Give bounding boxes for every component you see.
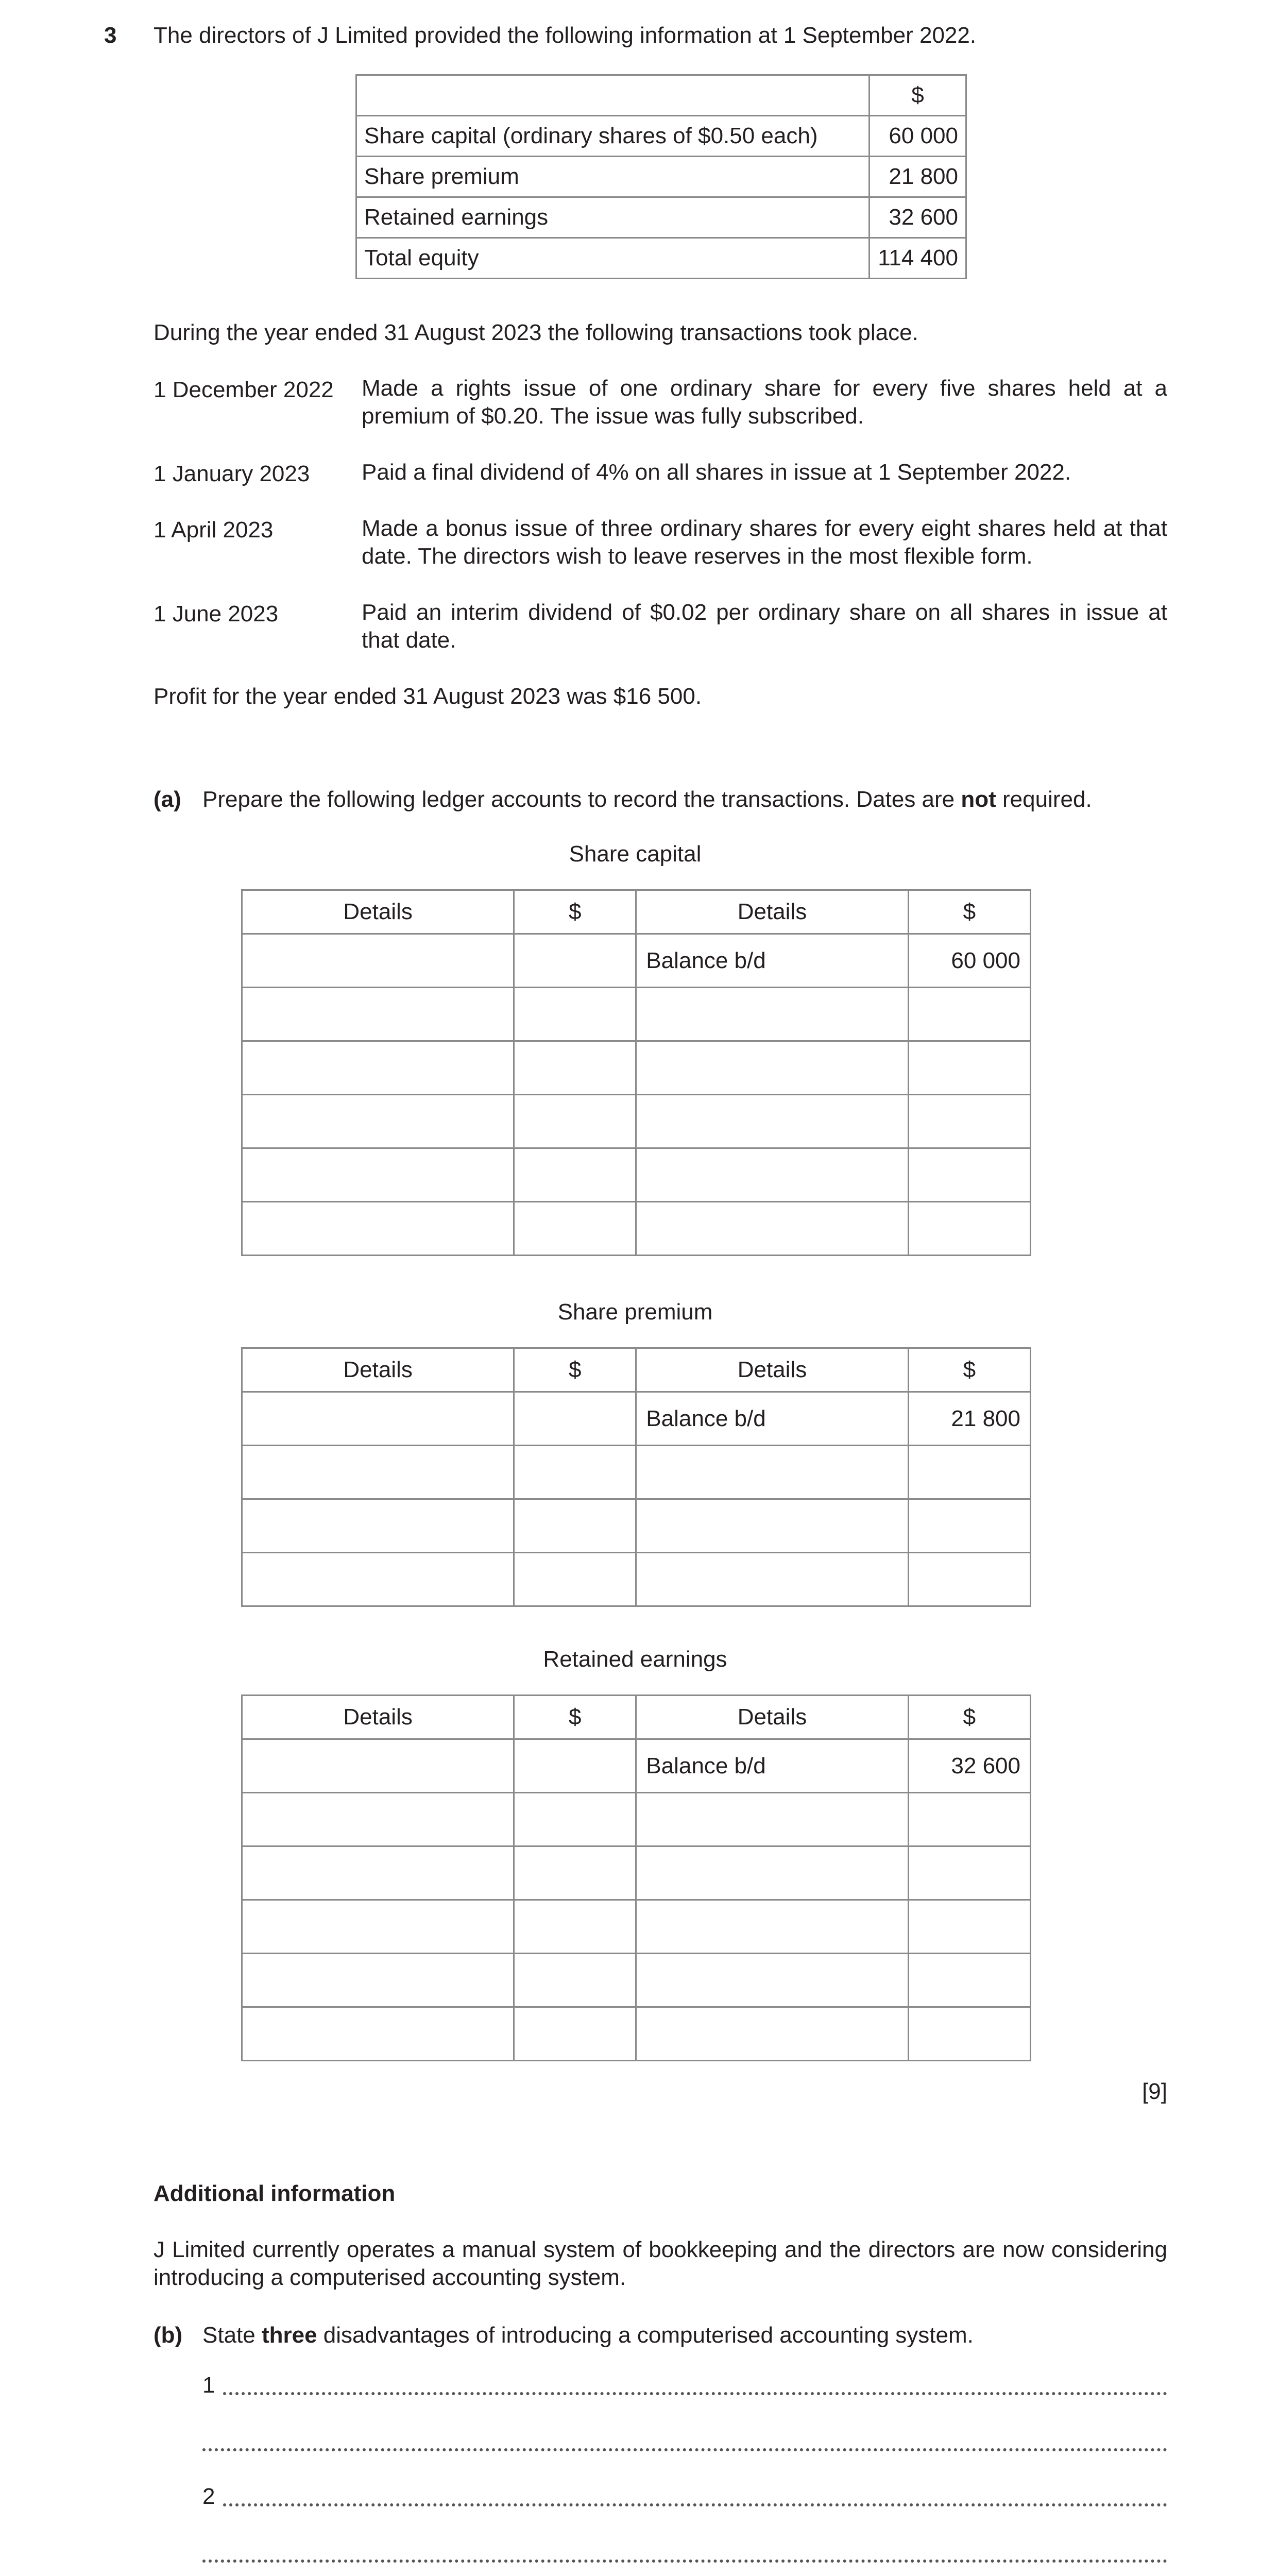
ledger-row [242,1499,1031,1553]
equity-label: Share capital (ordinary shares of $0.50 each) [356,116,870,157]
part-a-text: Prepare the following ledger accounts to record the transactions. Dates are not required. [202,787,1092,812]
ledger-row [242,1202,1031,1256]
additional-heading: Additional information [154,2181,396,2206]
ledger-header-dollar: $ [908,890,1030,934]
ledger-row [242,1739,1031,1793]
balance-label: Balance b/d [636,934,908,988]
ledger-row [242,1553,1031,1606]
equity-value: 114 400 [870,238,966,279]
balance-value: 60 000 [908,934,1030,988]
equity-currency-header: $ [870,75,966,116]
ledger-header-details: Details [242,1696,514,1739]
ledger-row [242,1900,1031,1954]
ledger-header-details: Details [636,1696,908,1739]
transaction-text: Paid an interim dividend of $0.02 per ordinary share on all shares in issue at that date. [362,600,1167,653]
equity-row [356,197,966,238]
part-a-mark: [9] [1142,2079,1167,2104]
equity-label: Share premium [356,157,870,197]
ledger-row [242,1954,1031,2007]
equity-table [355,74,967,279]
ledger-row [242,988,1031,1041]
ledger-header-row [242,1696,1031,1739]
ledger-row [242,1793,1031,1846]
ledger-row [242,1095,1031,1148]
answer-number: 2 [202,2484,215,2509]
transaction-text: Made a bonus issue of three ordinary shares for every eight shares held at that date. The directors wish to leave reserves in the most flexible form. [362,516,1167,569]
answer-line[interactable] [202,2484,1167,2510]
ledger-header-dollar: $ [908,1348,1030,1392]
profit-text: Profit for the year ended 31 August 2023 was $16 500. [154,684,702,709]
balance-label: Balance b/d [636,1739,908,1793]
ledger-share-premium [241,1347,1031,1607]
ledger-header-dollar: $ [514,1348,636,1392]
balance-value: 21 800 [908,1392,1030,1446]
question-intro: The directors of J Limited provided the following information at 1 September 2022. [154,23,977,48]
ledger-header-details: Details [636,1348,908,1392]
transaction-date: 1 January 2023 [154,461,310,486]
transactions-intro: During the year ended 31 August 2023 the following transactions took place. [154,320,918,345]
ledger-header-dollar: $ [908,1696,1030,1739]
ledger-header-details: Details [242,1348,514,1392]
transaction-date: 1 December 2022 [154,377,334,402]
ledger-header-row [242,890,1031,934]
transaction-date: 1 June 2023 [154,601,279,626]
ledger-title: Share premium [557,1299,713,1325]
equity-value: 60 000 [870,116,966,157]
part-b-text: State three disadvantages of introducing a computerised accounting system. [202,2323,974,2348]
ledger-header-dollar: $ [514,1696,636,1739]
ledger-row [242,1392,1031,1446]
balance-value: 32 600 [908,1739,1030,1793]
ledger-title: Retained earnings [543,1647,727,1672]
part-b-label: (b) [154,2323,183,2348]
equity-value: 32 600 [870,197,966,238]
ledger-title: Share capital [569,841,702,867]
equity-row [356,157,966,197]
ledger-row [242,1446,1031,1499]
equity-row [356,238,966,279]
ledger-row [242,1148,1031,1202]
answer-number: 1 [202,2372,215,2398]
answer-line[interactable] [202,2434,1167,2454]
equity-value: 21 800 [870,157,966,197]
answer-line[interactable] [202,2545,1167,2566]
question-number: 3 [104,23,117,48]
ledger-header-row [242,1348,1031,1392]
ledger-retained-earnings [241,1694,1031,2061]
ledger-row [242,934,1031,988]
answer-line[interactable] [202,2372,1167,2398]
balance-label: Balance b/d [636,1392,908,1446]
ledger-row [242,1041,1031,1095]
transaction-date: 1 April 2023 [154,517,274,543]
transaction-text: Made a rights issue of one ordinary share for every five shares held at a premium of $0.20. The issue was fully subscribed. [362,376,1167,429]
ledger-row [242,2007,1031,2061]
equity-label: Total equity [356,238,870,279]
part-a-label: (a) [154,787,181,812]
ledger-header-details: Details [636,890,908,934]
ledger-row [242,1846,1031,1900]
ledger-header-details: Details [242,890,514,934]
ledger-header-dollar: $ [514,890,636,934]
equity-header-row [356,75,966,116]
transaction-text: Paid a final dividend of 4% on all shares in issue at 1 September 2022. [362,460,1071,485]
additional-text: J Limited currently operates a manual system of bookkeeping and the directors are now considering introducing a computerised accounting system. [154,2237,1167,2290]
equity-label: Retained earnings [356,197,870,238]
equity-row [356,116,966,157]
ledger-share-capital [241,889,1031,1256]
